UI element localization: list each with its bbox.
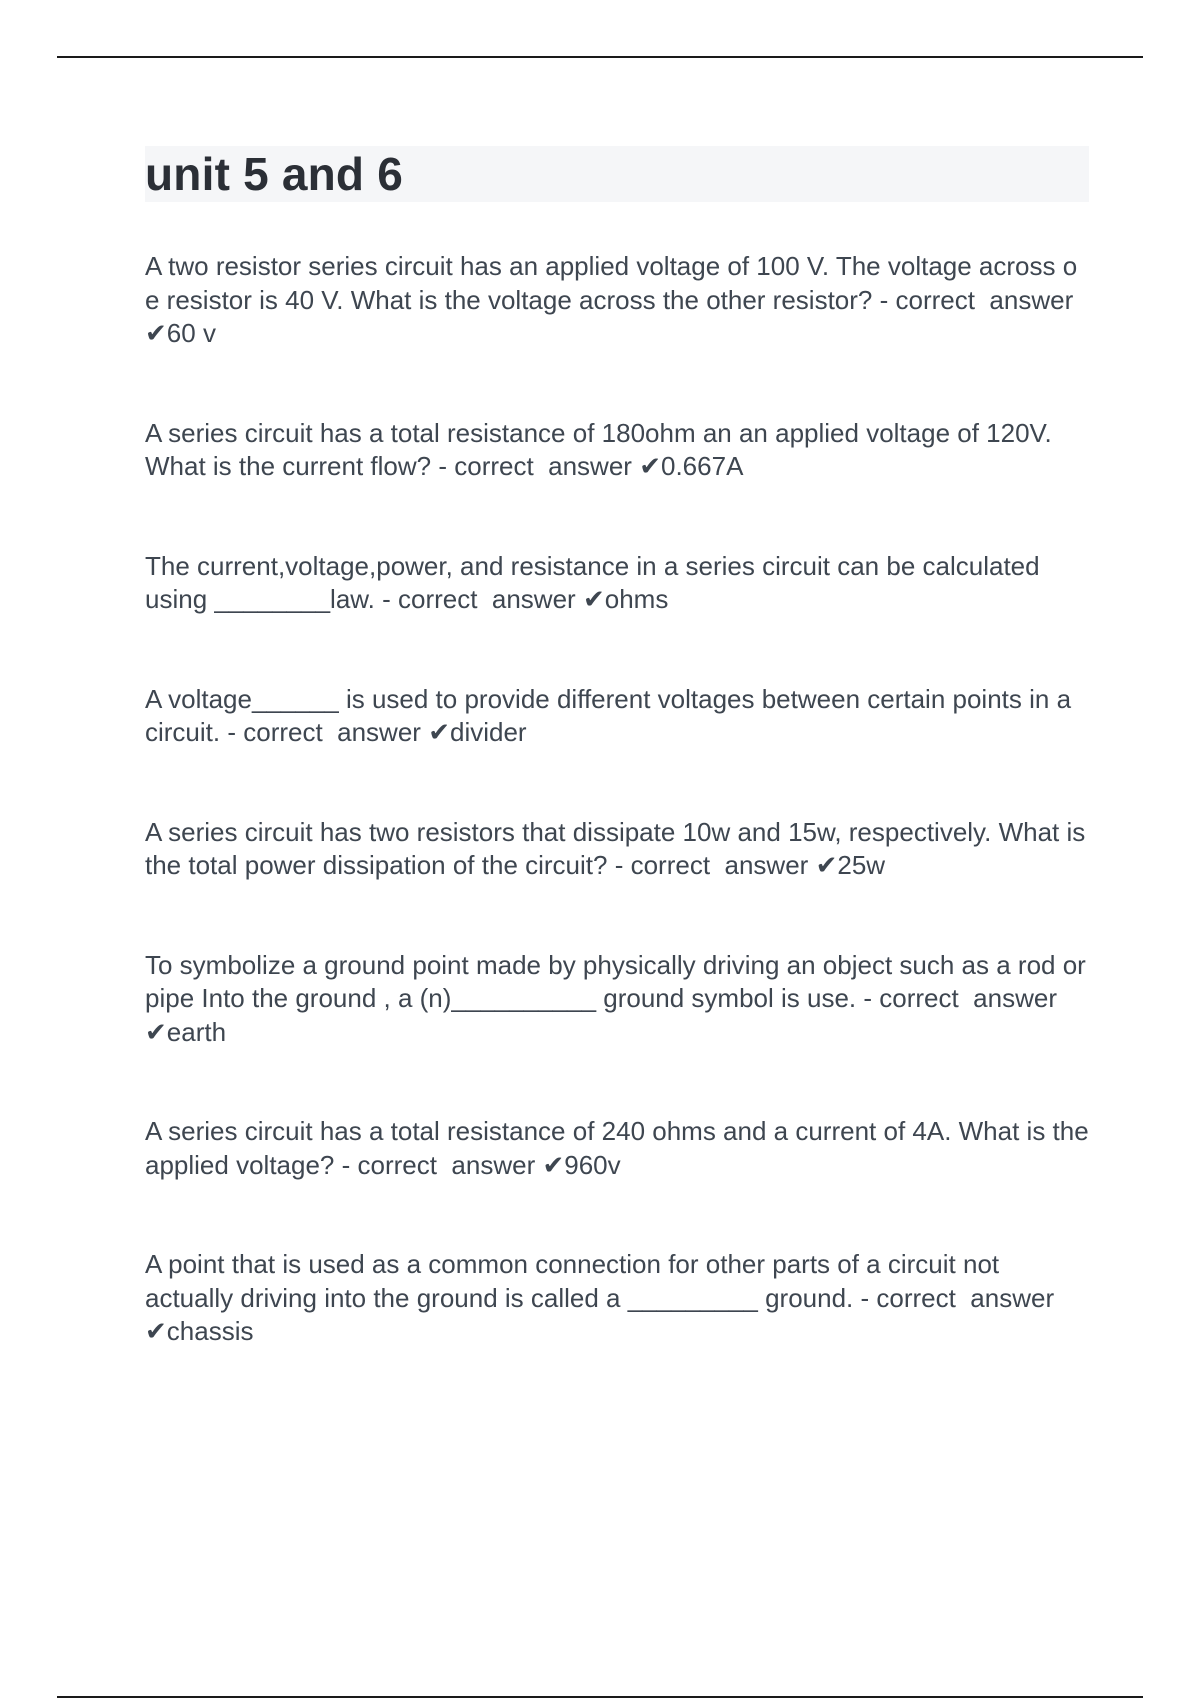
answer-label: correct answer bbox=[630, 850, 809, 880]
answer-separator: - bbox=[856, 983, 880, 1013]
check-mark-icon: ✔ bbox=[145, 318, 167, 348]
answer-label: correct answer bbox=[243, 717, 421, 747]
check-mark-icon: ✔ bbox=[428, 717, 450, 747]
top-rule bbox=[57, 56, 1143, 58]
answer-text: 60 v bbox=[166, 318, 216, 348]
answer-separator: - bbox=[607, 850, 631, 880]
check-mark-icon: ✔ bbox=[639, 451, 661, 481]
question-text: A series circuit has a total resistance of 180ohm an an applied voltage of 120V. What is the current flow? bbox=[145, 417, 1059, 481]
answer-separator: - bbox=[431, 451, 455, 481]
answer-label: correct answer bbox=[879, 983, 1057, 1013]
check-mark-icon: ✔ bbox=[582, 584, 605, 614]
qa-item bbox=[145, 816, 1093, 883]
qa-item bbox=[145, 1248, 1089, 1349]
answer-label: correct answer bbox=[876, 1282, 1055, 1313]
check-mark-icon: ✔ bbox=[542, 1149, 565, 1180]
qa-item bbox=[145, 949, 1094, 1050]
answer-separator: - bbox=[872, 284, 896, 315]
question-text: A series circuit has a total resistance of 240 ohms and a current of 4A. What is the applied voltage? bbox=[145, 1116, 1096, 1180]
qa-item bbox=[145, 417, 1089, 484]
document-body bbox=[145, 146, 1096, 1415]
answer-label: correct answer bbox=[895, 284, 1074, 315]
bottom-rule bbox=[57, 1696, 1143, 1698]
answer-text: 0.667A bbox=[661, 451, 744, 481]
answer-separator: - bbox=[220, 717, 244, 747]
question-text: A series circuit has two resistors that dissipate 10w and 15w, respectively. What is the total power dissipation of the circuit? bbox=[145, 816, 1093, 880]
answer-text: earth bbox=[166, 1016, 227, 1047]
answer-text: chassis bbox=[166, 1316, 254, 1346]
answer-label: correct answer bbox=[357, 1149, 536, 1180]
page-title: unit 5 and 6 bbox=[145, 148, 403, 200]
question-text: A voltage______ is used to provide different voltages between certain points in a circuit. bbox=[145, 683, 1079, 747]
qa-item bbox=[145, 550, 1089, 617]
answer-label: correct answer bbox=[397, 584, 576, 614]
answer-text: 960v bbox=[564, 1149, 621, 1180]
question-text: A point that is used as a common connection for other parts of a circuit not actually driving into the ground is called a _________ ground. bbox=[145, 1249, 1007, 1313]
qa-item bbox=[145, 1115, 1096, 1182]
title-bar bbox=[145, 146, 1089, 202]
answer-label: correct answer bbox=[454, 451, 632, 481]
check-mark-icon: ✔ bbox=[145, 1316, 167, 1346]
answer-text: ohms bbox=[604, 584, 669, 614]
answer-separator: - bbox=[853, 1282, 877, 1313]
question-text: To symbolize a ground point made by physically driving an object such as a rod or pipe Into the ground , a (n)__________ ground symbol is use. bbox=[145, 949, 1094, 1013]
answer-text: divider bbox=[450, 717, 527, 747]
qa-item bbox=[145, 683, 1089, 750]
answer-text: 25w bbox=[837, 850, 886, 880]
answer-separator: - bbox=[334, 1149, 358, 1180]
answer-separator: - bbox=[374, 584, 398, 614]
qa-list bbox=[145, 250, 1096, 1349]
qa-item bbox=[145, 250, 1089, 351]
check-mark-icon: ✔ bbox=[145, 1016, 167, 1047]
question-text: A two resistor series circuit has an applied voltage of 100 V. The voltage across o e resistor is 40 V. What is the voltage across the other resistor? bbox=[145, 251, 1085, 315]
check-mark-icon: ✔ bbox=[815, 850, 838, 880]
question-text: The current,voltage,power, and resistance in a series circuit can be calculated using ________law. bbox=[145, 550, 1047, 614]
